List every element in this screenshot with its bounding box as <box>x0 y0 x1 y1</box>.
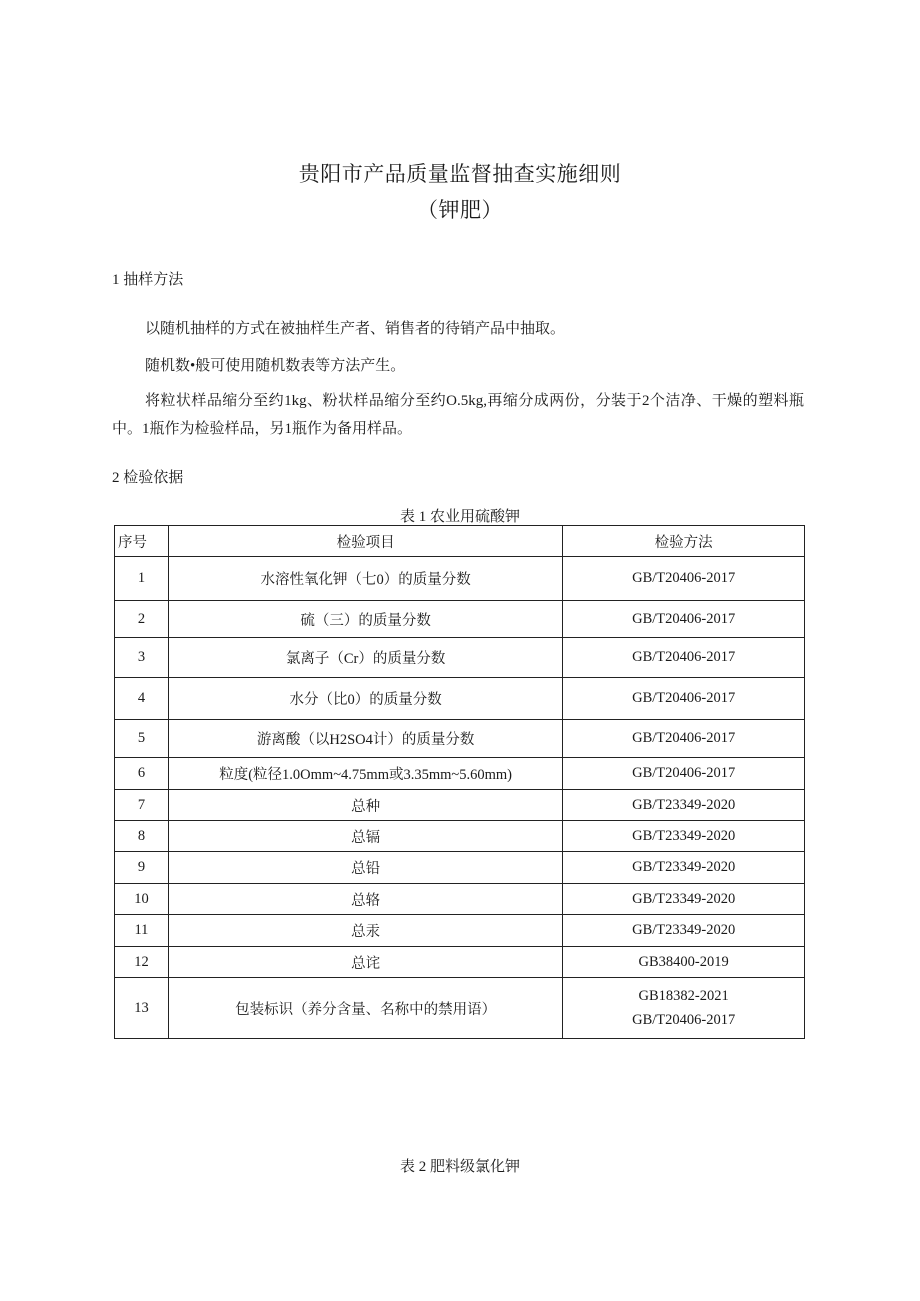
table-potassium-sulfate <box>114 525 805 1039</box>
row-method: GB/T23349-2020 <box>563 821 805 852</box>
row-method: GB/T23349-2020 <box>563 852 805 884</box>
table-row <box>115 947 805 978</box>
row-index: 11 <box>115 915 169 947</box>
paragraph-random-number: 随机数•般可使用随机数表等方法产生。 <box>145 358 406 374</box>
row-item: 包装标识（养分含量、名称中的禁用语） <box>168 978 562 1039</box>
table-row <box>115 978 805 1039</box>
row-index: 2 <box>115 601 169 638</box>
row-index: 13 <box>115 978 169 1039</box>
row-method: GB/T20406-2017 <box>563 638 805 678</box>
row-method-line: GB/T20406-2017 <box>632 1012 736 1028</box>
row-index: 1 <box>115 557 169 601</box>
table-row <box>115 557 805 601</box>
row-item: 水分（比0）的质量分数 <box>168 678 562 720</box>
table1-caption: 表 1 农业用硫酸钾 <box>399 509 520 525</box>
row-item: 水溶性氧化钾（七0）的质量分数 <box>168 557 562 601</box>
row-method: GB/T23349-2020 <box>563 915 805 947</box>
paragraph-sampling-method: 以随机抽样的方式在被抽样生产者、销售者的待销产品中抽取。 <box>145 321 566 337</box>
table-row <box>115 884 805 915</box>
table-row <box>115 720 805 758</box>
row-method: GB/T20406-2017 <box>563 758 805 790</box>
row-index: 9 <box>115 852 169 884</box>
row-item: 总铅 <box>168 852 562 884</box>
table-row <box>115 638 805 678</box>
table-row <box>115 601 805 638</box>
row-item: 总镉 <box>168 821 562 852</box>
header-method: 检验方法 <box>563 526 805 557</box>
row-item: 硫（三）的质量分数 <box>168 601 562 638</box>
row-method: GB/T23349-2020 <box>563 790 805 821</box>
row-method: GB/T20406-2017 <box>563 678 805 720</box>
row-method: GB38400-2019 <box>563 947 805 978</box>
row-index: 4 <box>115 678 169 720</box>
table-header-row <box>115 526 805 557</box>
row-method-line: GB18382-2021 <box>638 988 729 1004</box>
row-item: 总辂 <box>168 884 562 915</box>
row-index: 3 <box>115 638 169 678</box>
row-method: GB/T20406-2017 <box>563 720 805 758</box>
paragraph-sample-reduction: 将粒状样品缩分至约1kg、粉状样品缩分至约O.5kg,再缩分成两份，分装于2个洁净、干燥的塑料瓶中。1瓶作为检验样品，另1瓶作为备用样品。 <box>112 393 804 437</box>
table-row <box>115 852 805 884</box>
row-index: 5 <box>115 720 169 758</box>
row-method: GB/T23349-2020 <box>563 884 805 915</box>
table-row <box>115 790 805 821</box>
document-title: 贵阳市产品质量监督抽查实施细则 <box>298 162 622 186</box>
row-method: GB/T20406-2017 <box>563 601 805 638</box>
row-item: 游离酸（以H2SO4计）的质量分数 <box>168 720 562 758</box>
table-row <box>115 915 805 947</box>
document-subtitle: （钾肥） <box>417 198 503 222</box>
table2-caption: 表 2 肥料级氯化钾 <box>399 1159 520 1175</box>
row-method: GB/T20406-2017 <box>563 557 805 601</box>
row-item: 总种 <box>168 790 562 821</box>
row-index: 6 <box>115 758 169 790</box>
section-heading-sampling-method: 1 抽样方法 <box>112 272 184 288</box>
row-index: 8 <box>115 821 169 852</box>
header-index: 序号 <box>115 526 169 557</box>
table-row <box>115 758 805 790</box>
row-item: 总汞 <box>168 915 562 947</box>
row-index: 7 <box>115 790 169 821</box>
section-heading-inspection-basis: 2 检验依据 <box>112 470 184 486</box>
table-row <box>115 821 805 852</box>
table-row <box>115 678 805 720</box>
row-index: 10 <box>115 884 169 915</box>
row-item: 总诧 <box>168 947 562 978</box>
row-item: 氯离子（Cr）的质量分数 <box>168 638 562 678</box>
row-method <box>563 978 805 1039</box>
row-item: 粒度(粒径1.0Omm~4.75mm或3.35mm~5.60mm) <box>168 758 562 790</box>
row-index: 12 <box>115 947 169 978</box>
header-item: 检验项目 <box>168 526 562 557</box>
